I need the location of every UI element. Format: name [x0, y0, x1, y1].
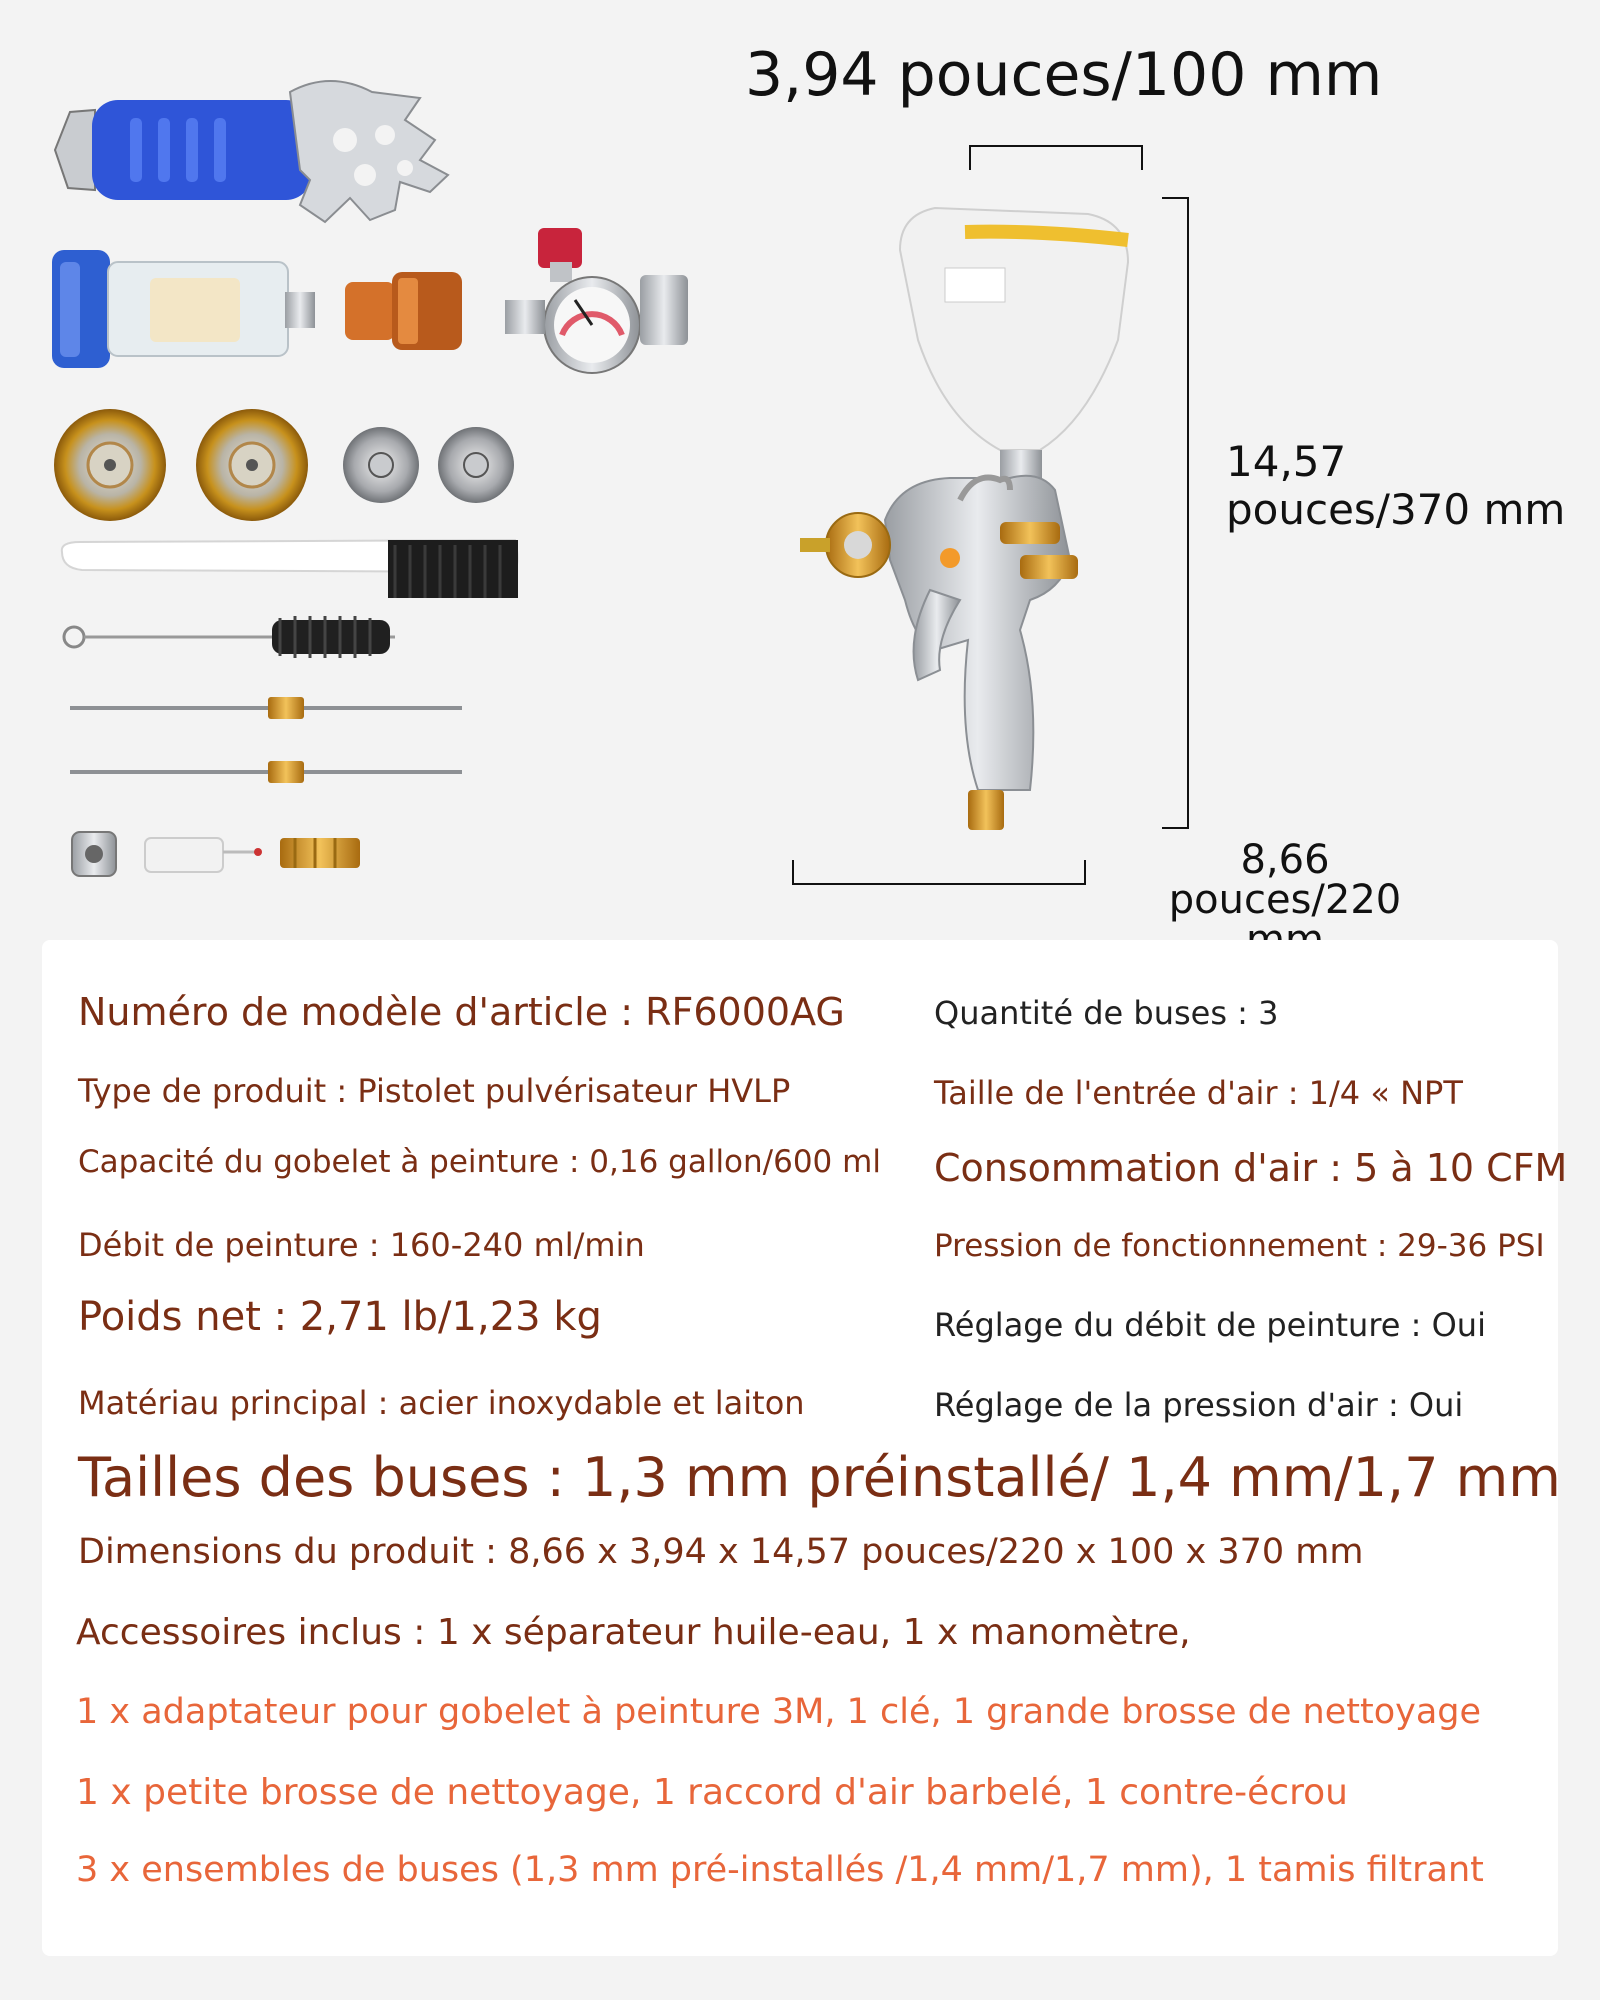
- accessories-line-4: 3 x ensembles de buses (1,3 mm pré-installés /1,4 mm/1,7 mm), 1 tamis filtrant: [76, 1850, 1484, 1890]
- accessories-line-1: Accessoires inclus : 1 x séparateur huile-eau, 1 x manomètre,: [76, 1612, 1191, 1653]
- nozzle-icon: [438, 427, 514, 503]
- height-dimension-label: [1226, 438, 1565, 534]
- filter-screen-icon: [145, 838, 262, 872]
- cup-adapter-icon: [345, 272, 462, 350]
- lock-nut-icon: [72, 832, 116, 876]
- spec-product-type: Type de produit : Pistolet pulvérisateur HVLP: [78, 1072, 791, 1110]
- length-dimension-line2: pouces/220: [1168, 877, 1402, 923]
- spec-air-pressure-adjustment: Réglage de la pression d'air : Oui: [934, 1386, 1464, 1424]
- small-cleaning-brush-icon: [64, 616, 395, 658]
- height-dimension-line1: 14,57: [1226, 437, 1347, 486]
- spec-working-pressure: Pression de fonctionnement : 29-36 PSI: [934, 1228, 1545, 1264]
- pressure-gauge-icon: [505, 228, 688, 373]
- spec-paint-flow-adjustment: Réglage du débit de peinture : Oui: [934, 1306, 1486, 1344]
- spec-nozzle-quantity: Quantité de buses : 3: [934, 994, 1279, 1032]
- height-dimension-line2: pouces/370 mm: [1226, 485, 1566, 534]
- spec-cup-capacity: Capacité du gobelet à peinture : 0,16 gallon/600 ml: [78, 1144, 881, 1180]
- width-dimension-label: 3,94 pouces/100 mm: [745, 40, 1383, 110]
- nozzle-icon: [343, 427, 419, 503]
- length-dimension-line1: 8,66: [1240, 837, 1330, 883]
- length-bracket: [793, 860, 1085, 884]
- spec-air-inlet: Taille de l'entrée d'air : 1/4 « NPT: [934, 1074, 1463, 1112]
- wrench-icon: [55, 81, 448, 222]
- spec-product-dimensions: Dimensions du produit : 8,66 x 3,94 x 14,57 pouces/220 x 100 x 370 mm: [78, 1532, 1364, 1572]
- needle-icon: [70, 697, 462, 719]
- spec-air-consumption: Consommation d'air : 5 à 10 CFM: [934, 1146, 1568, 1190]
- nozzle-cap-icon: [196, 409, 308, 521]
- spec-nozzle-sizes: Tailles des buses : 1,3 mm préinstallé/ 1,4 mm/1,7 mm: [78, 1446, 1561, 1509]
- accessories-line-3: 1 x petite brosse de nettoyage, 1 raccord d'air barbelé, 1 contre-écrou: [76, 1772, 1348, 1813]
- height-bracket: [1162, 198, 1188, 828]
- spec-material: Matériau principal : acier inoxydable et laiton: [78, 1384, 805, 1422]
- needle-icon: [70, 761, 462, 783]
- nozzle-cap-icon: [54, 409, 166, 521]
- spec-paint-flow: Débit de peinture : 160-240 ml/min: [78, 1226, 645, 1264]
- oil-water-separator-icon: [52, 250, 315, 368]
- width-bracket: [970, 146, 1142, 170]
- accessories-line-2: 1 x adaptateur pour gobelet à peinture 3M, 1 clé, 1 grande brosse de nettoyage: [76, 1692, 1482, 1732]
- spec-net-weight: Poids net : 2,71 lb/1,23 kg: [78, 1294, 602, 1340]
- large-cleaning-brush-icon: [62, 540, 518, 598]
- spray-gun-icon: [800, 208, 1128, 830]
- barbed-air-fitting-icon: [280, 838, 360, 868]
- spec-model-number: Numéro de modèle d'article : RF6000AG: [78, 990, 845, 1034]
